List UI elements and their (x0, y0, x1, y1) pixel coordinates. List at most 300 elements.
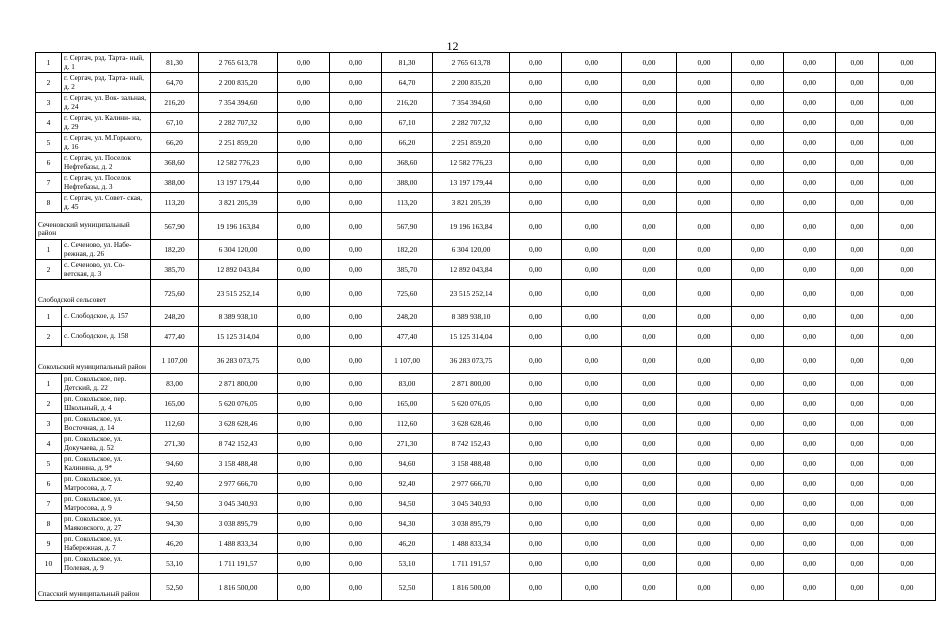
group-row (36, 347, 936, 374)
value-cell: 0,00 (622, 514, 677, 534)
value-cell: 5 620 076,05 (199, 394, 278, 414)
value-cell: 477,40 (382, 327, 433, 347)
value-cell: 0,00 (836, 307, 879, 327)
value-cell: 0,00 (879, 514, 936, 534)
value-cell: 0,00 (622, 574, 677, 601)
value-cell: 0,00 (562, 280, 622, 307)
table-row (36, 454, 936, 474)
value-cell: 0,00 (562, 514, 622, 534)
value-cell: 0,00 (510, 514, 562, 534)
value-cell: 94,50 (151, 494, 199, 514)
value-cell: 385,70 (151, 260, 199, 280)
value-cell: 0,00 (879, 280, 936, 307)
value-cell: 0,00 (784, 374, 836, 394)
table-row (36, 193, 936, 213)
value-cell: 0,00 (562, 53, 622, 73)
value-cell: 0,00 (330, 133, 382, 153)
value-cell: 0,00 (879, 534, 936, 554)
value-cell: 94,60 (151, 454, 199, 474)
value-cell: 94,30 (382, 514, 433, 534)
value-cell: 2 765 613,78 (199, 53, 278, 73)
value-cell: 0,00 (836, 534, 879, 554)
address: г. Сергач, ул. Совет- ская, д. 45 (62, 193, 151, 213)
value-cell: 0,00 (510, 173, 562, 193)
value-cell: 0,00 (677, 93, 732, 113)
value-cell: 83,00 (151, 374, 199, 394)
value-cell: 3 821 205,39 (199, 193, 278, 213)
address: с. Сеченово, ул. Со- ветская, д. 3 (62, 260, 151, 280)
value-cell: 0,00 (510, 454, 562, 474)
value-cell: 46,20 (151, 534, 199, 554)
value-cell: 0,00 (677, 394, 732, 414)
value-cell: 0,00 (732, 133, 784, 153)
value-cell: 2 251 859,20 (433, 133, 510, 153)
value-cell: 0,00 (330, 240, 382, 260)
value-cell: 0,00 (836, 474, 879, 494)
address: рп. Сокольское, пер. Детский, д. 22 (62, 374, 151, 394)
address: рп. Сокольское, ул. Маяковского, д. 27 (62, 514, 151, 534)
value-cell: 0,00 (622, 414, 677, 434)
value-cell: 23 515 252,14 (199, 280, 278, 307)
address: рп. Сокольское, ул. Матросова, д. 7 (62, 474, 151, 494)
value-cell: 0,00 (510, 280, 562, 307)
value-cell: 0,00 (330, 327, 382, 347)
value-cell: 2 871 800,00 (433, 374, 510, 394)
table-row (36, 73, 936, 93)
value-cell: 0,00 (510, 534, 562, 554)
value-cell: 0,00 (732, 173, 784, 193)
value-cell: 0,00 (677, 53, 732, 73)
value-cell: 0,00 (562, 534, 622, 554)
value-cell: 53,10 (382, 554, 433, 574)
value-cell: 0,00 (732, 93, 784, 113)
value-cell: 0,00 (330, 494, 382, 514)
value-cell: 52,50 (382, 574, 433, 601)
value-cell: 0,00 (879, 53, 936, 73)
value-cell: 567,90 (151, 213, 199, 240)
value-cell: 0,00 (879, 554, 936, 574)
value-cell: 0,00 (562, 554, 622, 574)
row-number: 7 (36, 494, 62, 514)
table-row (36, 113, 936, 133)
value-cell: 0,00 (278, 374, 330, 394)
value-cell: 36 283 073,75 (433, 347, 510, 374)
value-cell: 0,00 (510, 327, 562, 347)
value-cell: 15 125 314,04 (433, 327, 510, 347)
value-cell: 0,00 (879, 574, 936, 601)
value-cell: 67,10 (382, 113, 433, 133)
value-cell: 0,00 (879, 394, 936, 414)
value-cell: 725,60 (382, 280, 433, 307)
value-cell: 0,00 (836, 327, 879, 347)
value-cell: 0,00 (278, 260, 330, 280)
value-cell: 0,00 (278, 327, 330, 347)
group-name: Сокольский муниципальный район (36, 347, 151, 374)
value-cell: 567,90 (382, 213, 433, 240)
value-cell: 0,00 (510, 434, 562, 454)
value-cell: 0,00 (784, 474, 836, 494)
value-cell: 0,00 (622, 307, 677, 327)
value-cell: 0,00 (879, 454, 936, 474)
value-cell: 0,00 (677, 193, 732, 213)
value-cell: 0,00 (562, 240, 622, 260)
value-cell: 271,30 (382, 434, 433, 454)
value-cell: 36 283 073,75 (199, 347, 278, 374)
value-cell: 0,00 (879, 494, 936, 514)
value-cell: 3 821 205,39 (433, 193, 510, 213)
value-cell: 0,00 (562, 73, 622, 93)
value-cell: 2 200 835,20 (199, 73, 278, 93)
value-cell: 0,00 (622, 374, 677, 394)
value-cell: 0,00 (278, 133, 330, 153)
value-cell: 1 488 833,34 (433, 534, 510, 554)
value-cell: 0,00 (510, 554, 562, 574)
value-cell: 0,00 (330, 307, 382, 327)
value-cell: 0,00 (562, 374, 622, 394)
value-cell: 0,00 (510, 260, 562, 280)
value-cell: 0,00 (784, 494, 836, 514)
value-cell: 3 158 488,48 (199, 454, 278, 474)
value-cell: 388,00 (151, 173, 199, 193)
value-cell: 0,00 (510, 240, 562, 260)
value-cell: 0,00 (836, 347, 879, 374)
address: г. Сергач, рзд. Тарта- ный, д. 1 (62, 53, 151, 73)
value-cell: 0,00 (622, 494, 677, 514)
value-cell: 0,00 (677, 153, 732, 173)
value-cell: 271,30 (151, 434, 199, 454)
value-cell: 0,00 (622, 347, 677, 374)
value-cell: 165,00 (382, 394, 433, 414)
row-number: 2 (36, 260, 62, 280)
value-cell: 112,60 (151, 414, 199, 434)
value-cell: 0,00 (278, 554, 330, 574)
data-table (35, 52, 936, 601)
value-cell: 0,00 (622, 113, 677, 133)
value-cell: 0,00 (784, 173, 836, 193)
value-cell: 0,00 (836, 240, 879, 260)
value-cell: 0,00 (510, 474, 562, 494)
value-cell: 0,00 (879, 113, 936, 133)
value-cell: 0,00 (510, 307, 562, 327)
address: г. Сергач, ул. Поселок Нефтебазы, д. 2 (62, 153, 151, 173)
value-cell: 0,00 (732, 374, 784, 394)
value-cell: 0,00 (732, 434, 784, 454)
value-cell: 0,00 (278, 153, 330, 173)
value-cell: 0,00 (622, 554, 677, 574)
value-cell: 5 620 076,05 (433, 394, 510, 414)
value-cell: 7 354 394,60 (433, 93, 510, 113)
value-cell: 388,00 (382, 173, 433, 193)
value-cell: 0,00 (836, 213, 879, 240)
value-cell: 0,00 (879, 434, 936, 454)
value-cell: 0,00 (732, 213, 784, 240)
value-cell: 113,20 (382, 193, 433, 213)
value-cell: 8 742 152,43 (433, 434, 510, 454)
value-cell: 0,00 (622, 73, 677, 93)
value-cell: 0,00 (677, 173, 732, 193)
value-cell: 0,00 (562, 574, 622, 601)
value-cell: 0,00 (562, 414, 622, 434)
value-cell: 0,00 (330, 414, 382, 434)
value-cell: 0,00 (330, 280, 382, 307)
value-cell: 0,00 (732, 494, 784, 514)
value-cell: 0,00 (562, 153, 622, 173)
value-cell: 0,00 (784, 280, 836, 307)
value-cell: 0,00 (278, 280, 330, 307)
value-cell: 0,00 (510, 414, 562, 434)
row-number: 1 (36, 53, 62, 73)
value-cell: 0,00 (784, 534, 836, 554)
value-cell: 0,00 (330, 554, 382, 574)
value-cell: 0,00 (562, 347, 622, 374)
address: г. Сергач, рзд. Тарта- ный, д. 2 (62, 73, 151, 93)
value-cell: 1 816 500,00 (199, 574, 278, 601)
table-row (36, 53, 936, 73)
group-name: Спасский муниципальный район (36, 574, 151, 601)
value-cell: 0,00 (836, 414, 879, 434)
value-cell: 0,00 (677, 514, 732, 534)
value-cell: 0,00 (879, 213, 936, 240)
value-cell: 0,00 (836, 133, 879, 153)
value-cell: 23 515 252,14 (433, 280, 510, 307)
value-cell: 2 765 613,78 (433, 53, 510, 73)
value-cell: 6 304 120,00 (433, 240, 510, 260)
value-cell: 0,00 (562, 113, 622, 133)
address: г. Сергач, ул. Калини- на, д. 29 (62, 113, 151, 133)
value-cell: 0,00 (836, 454, 879, 474)
value-cell: 0,00 (510, 394, 562, 414)
value-cell: 0,00 (622, 260, 677, 280)
value-cell: 0,00 (836, 113, 879, 133)
value-cell: 64,70 (382, 73, 433, 93)
value-cell: 0,00 (784, 574, 836, 601)
row-number: 3 (36, 414, 62, 434)
value-cell: 0,00 (732, 414, 784, 434)
value-cell: 0,00 (622, 133, 677, 153)
value-cell: 0,00 (879, 414, 936, 434)
table-row (36, 374, 936, 394)
row-number: 1 (36, 307, 62, 327)
value-cell: 0,00 (278, 173, 330, 193)
value-cell: 0,00 (510, 93, 562, 113)
row-number: 9 (36, 534, 62, 554)
value-cell: 0,00 (784, 93, 836, 113)
value-cell: 0,00 (836, 574, 879, 601)
value-cell: 2 871 800,00 (199, 374, 278, 394)
value-cell: 0,00 (732, 193, 784, 213)
value-cell: 0,00 (622, 193, 677, 213)
value-cell: 94,50 (382, 494, 433, 514)
value-cell: 0,00 (510, 193, 562, 213)
value-cell: 3 045 340,93 (433, 494, 510, 514)
value-cell: 0,00 (784, 153, 836, 173)
value-cell: 0,00 (879, 347, 936, 374)
address: с. Слободское, д. 158 (62, 327, 151, 347)
value-cell: 0,00 (330, 454, 382, 474)
value-cell: 0,00 (732, 260, 784, 280)
value-cell: 0,00 (836, 394, 879, 414)
value-cell: 0,00 (622, 153, 677, 173)
value-cell: 0,00 (677, 73, 732, 93)
row-number: 4 (36, 113, 62, 133)
value-cell: 0,00 (622, 394, 677, 414)
value-cell: 0,00 (784, 554, 836, 574)
value-cell: 385,70 (382, 260, 433, 280)
value-cell: 0,00 (732, 280, 784, 307)
value-cell: 0,00 (330, 374, 382, 394)
value-cell: 0,00 (510, 574, 562, 601)
value-cell: 0,00 (330, 260, 382, 280)
value-cell: 0,00 (677, 414, 732, 434)
value-cell: 6 304 120,00 (199, 240, 278, 260)
value-cell: 0,00 (677, 347, 732, 374)
value-cell: 0,00 (562, 474, 622, 494)
value-cell: 0,00 (836, 93, 879, 113)
table-body (36, 53, 936, 601)
value-cell: 0,00 (622, 454, 677, 474)
value-cell: 0,00 (330, 574, 382, 601)
value-cell: 94,60 (382, 454, 433, 474)
value-cell: 53,10 (151, 554, 199, 574)
value-cell: 0,00 (330, 193, 382, 213)
value-cell: 165,00 (151, 394, 199, 414)
value-cell: 0,00 (677, 213, 732, 240)
value-cell: 0,00 (510, 73, 562, 93)
value-cell: 0,00 (622, 173, 677, 193)
value-cell: 0,00 (784, 514, 836, 534)
value-cell: 92,40 (382, 474, 433, 494)
value-cell: 0,00 (732, 454, 784, 474)
value-cell: 0,00 (677, 280, 732, 307)
address: г. Сергач, ул. Поселок Нефтебазы, д. 3 (62, 173, 151, 193)
value-cell: 0,00 (330, 434, 382, 454)
group-name: Слободской сельсовет (36, 280, 151, 307)
table-row (36, 133, 936, 153)
value-cell: 368,60 (151, 153, 199, 173)
table-row (36, 554, 936, 574)
group-row (36, 213, 936, 240)
value-cell: 19 196 163,84 (433, 213, 510, 240)
table-row (36, 93, 936, 113)
value-cell: 0,00 (879, 173, 936, 193)
value-cell: 3 628 628,46 (433, 414, 510, 434)
value-cell: 1 711 191,57 (199, 554, 278, 574)
value-cell: 81,30 (382, 53, 433, 73)
value-cell: 94,30 (151, 514, 199, 534)
value-cell: 368,60 (382, 153, 433, 173)
value-cell: 0,00 (879, 374, 936, 394)
table-row (36, 327, 936, 347)
value-cell: 0,00 (732, 53, 784, 73)
value-cell: 0,00 (330, 53, 382, 73)
value-cell: 2 200 835,20 (433, 73, 510, 93)
value-cell: 0,00 (677, 534, 732, 554)
value-cell: 0,00 (879, 240, 936, 260)
value-cell: 3 628 628,46 (199, 414, 278, 434)
value-cell: 0,00 (677, 240, 732, 260)
value-cell: 0,00 (330, 173, 382, 193)
value-cell: 64,70 (151, 73, 199, 93)
row-number: 4 (36, 434, 62, 454)
value-cell: 0,00 (278, 454, 330, 474)
value-cell: 0,00 (330, 394, 382, 414)
value-cell: 0,00 (278, 414, 330, 434)
value-cell: 0,00 (836, 494, 879, 514)
table-row (36, 414, 936, 434)
value-cell: 0,00 (732, 474, 784, 494)
value-cell: 0,00 (510, 113, 562, 133)
group-name: Сеченовский муниципальный район (36, 213, 151, 240)
value-cell: 0,00 (622, 327, 677, 347)
table-row (36, 173, 936, 193)
row-number: 8 (36, 514, 62, 534)
value-cell: 0,00 (879, 73, 936, 93)
value-cell: 0,00 (784, 327, 836, 347)
row-number: 5 (36, 133, 62, 153)
value-cell: 0,00 (278, 73, 330, 93)
value-cell: 0,00 (622, 240, 677, 260)
value-cell: 52,50 (151, 574, 199, 601)
address: с. Сеченово, ул. Набе- режная, д. 26 (62, 240, 151, 260)
value-cell: 0,00 (278, 494, 330, 514)
value-cell: 0,00 (879, 474, 936, 494)
value-cell: 216,20 (382, 93, 433, 113)
value-cell: 8 389 938,10 (199, 307, 278, 327)
value-cell: 0,00 (732, 327, 784, 347)
value-cell: 0,00 (836, 173, 879, 193)
value-cell: 0,00 (562, 454, 622, 474)
value-cell: 2 977 666,70 (199, 474, 278, 494)
value-cell: 0,00 (510, 374, 562, 394)
value-cell: 0,00 (784, 394, 836, 414)
value-cell: 2 282 707,32 (433, 113, 510, 133)
address: рп. Сокольское, ул. Докучаева, д. 52 (62, 434, 151, 454)
value-cell: 0,00 (677, 260, 732, 280)
value-cell: 0,00 (879, 133, 936, 153)
value-cell: 0,00 (278, 474, 330, 494)
value-cell: 0,00 (836, 153, 879, 173)
address: г. Сергач, ул. Вок- зальная, д. 24 (62, 93, 151, 113)
value-cell: 216,20 (151, 93, 199, 113)
value-cell: 0,00 (836, 374, 879, 394)
address: рп. Сокольское, ул. Матросова, д. 9 (62, 494, 151, 514)
value-cell: 0,00 (677, 494, 732, 514)
value-cell: 0,00 (278, 53, 330, 73)
address: рп. Сокольское, ул. Полевая, д. 9 (62, 554, 151, 574)
value-cell: 0,00 (330, 113, 382, 133)
value-cell: 0,00 (622, 213, 677, 240)
table-row (36, 394, 936, 414)
value-cell: 2 282 707,32 (199, 113, 278, 133)
value-cell: 0,00 (732, 554, 784, 574)
value-cell: 113,20 (151, 193, 199, 213)
value-cell: 0,00 (510, 53, 562, 73)
table-row (36, 307, 936, 327)
value-cell: 248,20 (382, 307, 433, 327)
value-cell: 13 197 179,44 (433, 173, 510, 193)
value-cell: 0,00 (330, 514, 382, 534)
table-row (36, 240, 936, 260)
value-cell: 0,00 (732, 347, 784, 374)
value-cell: 0,00 (836, 280, 879, 307)
table-row (36, 534, 936, 554)
address: с. Слободское, д. 157 (62, 307, 151, 327)
value-cell: 66,20 (151, 133, 199, 153)
value-cell: 2 251 859,20 (199, 133, 278, 153)
value-cell: 0,00 (677, 374, 732, 394)
value-cell: 0,00 (784, 193, 836, 213)
value-cell: 0,00 (510, 213, 562, 240)
